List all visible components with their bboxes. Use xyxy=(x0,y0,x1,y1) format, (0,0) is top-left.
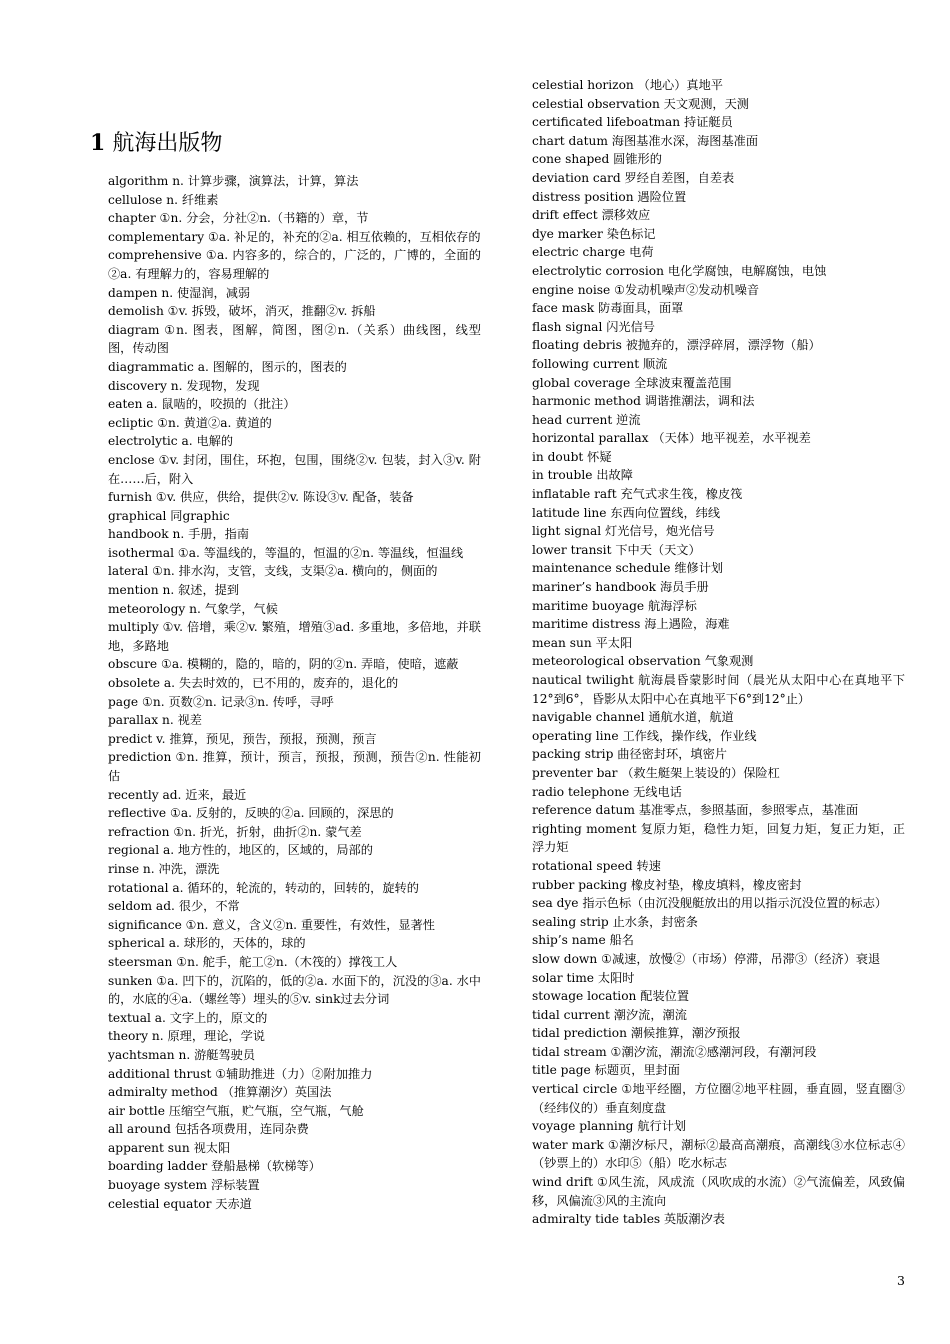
glossary-entry: face mask 防毒面具，面罩 xyxy=(532,301,684,316)
glossary-entry: seldom ad. 很少，不常 xyxy=(108,899,240,914)
glossary-entry: dye marker 染色标记 xyxy=(532,226,656,241)
glossary-entry: inflatable raft 充气式求生筏，橡皮筏 xyxy=(532,487,743,502)
glossary-entry: distress position 遇险位置 xyxy=(532,189,687,204)
glossary-entry: air bottle 压缩空气瓶，贮气瓶，空气瓶，气舱 xyxy=(108,1103,364,1118)
glossary-entry: handbook n. 手册，指南 xyxy=(108,527,250,542)
glossary-entry: parallax n. 视差 xyxy=(108,713,202,728)
glossary-entry: graphical 同graphic xyxy=(108,508,230,523)
glossary-entry: comprehensive ①a. 内容多的，综合的，广泛的，广博的，全面的②a. 有理解力的，容易理解的 xyxy=(108,248,481,281)
glossary-entry: ship’s name 船名 xyxy=(532,933,634,948)
glossary-entry: maritime distress 海上遇险，海难 xyxy=(532,617,730,632)
glossary-entry: reference datum 基准零点，参照基面，参照零点，基准面 xyxy=(532,803,859,818)
glossary-entry: celestial observation 天文观测，天测 xyxy=(532,96,749,111)
glossary-entry: flash signal 闪光信号 xyxy=(532,319,655,334)
glossary-entry: in trouble 出故障 xyxy=(532,468,633,483)
glossary-entry: page ①n. 页数②n. 记录③n. 传呼，寻呼 xyxy=(108,694,334,709)
glossary-entry: boarding ladder 登船悬梯（软梯等） xyxy=(108,1159,321,1174)
glossary-entry: rotational speed 转速 xyxy=(532,858,661,873)
glossary-entry: water mark ①潮汐标尺，潮标②最高高潮痕，高潮线③水位标志④（钞票上的）水印⑤（船）吃水标志 xyxy=(532,1137,905,1171)
glossary-entry: admiralty method （推算潮汐）英国法 xyxy=(108,1085,332,1100)
glossary-entry: nautical twilight 航海晨昏蒙影时间（晨光从太阳中心在真地平下12°到6°，昏影从太阳中心在真地平下6°到12°止） xyxy=(532,673,905,706)
glossary-entry: obsolete a. 失去时效的，已不用的，废弃的，退化的 xyxy=(108,676,399,691)
glossary-entry: cellulose n. 纤维素 xyxy=(108,192,219,207)
glossary-entry: obscure ①a. 模糊的，隐的，暗的，阴的②n. 弄暗，使暗，遮蔽 xyxy=(108,657,459,672)
glossary-entry: yachtsman n. 游艇驾驶员 xyxy=(108,1047,256,1062)
glossary-entry: maintenance schedule 维修计划 xyxy=(532,561,724,576)
page-number: 3 xyxy=(897,1273,905,1288)
glossary-entry: mention n. 叙述，提到 xyxy=(108,583,240,598)
glossary-entry: demolish ①v. 拆毁，破坏，消灭，推翻②v. 拆船 xyxy=(108,304,376,319)
glossary-entry: furnish ①v. 供应，供给，提供②v. 陈设③v. 配备，装备 xyxy=(108,490,414,505)
section-title-text: 航海出版物 xyxy=(112,131,223,156)
glossary-entry: mariner’s handbook 海员手册 xyxy=(532,580,709,595)
glossary-entry: apparent sun 视太阳 xyxy=(108,1140,231,1155)
glossary-entry: complementary ①a. 补足的，补充的②a. 相互依赖的，互相依存的 xyxy=(108,229,481,244)
glossary-entry: head current 逆流 xyxy=(532,412,641,427)
glossary-entry: meteorology n. 气象学，气候 xyxy=(108,601,278,616)
glossary-entry: title page 标题页，里封面 xyxy=(532,1063,680,1078)
glossary-entry: regional a. 地方性的，地区的，区域的，局部的 xyxy=(108,843,373,858)
glossary-entry: mean sun 平太阳 xyxy=(532,635,633,650)
glossary-entry: cone shaped 圆锥形的 xyxy=(532,152,662,167)
glossary-entry: following current 顺流 xyxy=(532,356,668,371)
glossary-entry: refraction ①n. 折光，折射，曲折②n. 蒙气差 xyxy=(108,824,362,839)
glossary-entry: diagram ①n. 图表，图解，简图，图②n.（关系）曲线图，线型图，传动图 xyxy=(108,322,481,356)
glossary-entry: recently ad. 近来，最近 xyxy=(108,787,247,802)
glossary-entry: buoyage system 浮标装置 xyxy=(108,1178,260,1193)
glossary-entry: sea dye 指示色标（由沉没舰艇放出的用以指示沉没位置的标志） xyxy=(532,896,888,911)
glossary-entry: navigable channel 通航水道，航道 xyxy=(532,710,734,725)
glossary-entry: predict v. 推算，预见，预告，预报，预测，预言 xyxy=(108,731,377,746)
glossary-entry: electric charge 电荷 xyxy=(532,245,654,260)
glossary-entry: light signal 灯光信号，炮光信号 xyxy=(532,524,715,539)
glossary-entry: celestial horizon （地心）真地平 xyxy=(532,78,723,92)
glossary-entry: latitude line 东西向位置线，纬线 xyxy=(532,505,721,520)
glossary-entry: voyage planning 航行计划 xyxy=(532,1119,687,1134)
glossary-entry: in doubt 怀疑 xyxy=(532,449,612,464)
glossary-entry: tidal stream ①潮汐流，潮流②感潮河段，有潮河段 xyxy=(532,1044,817,1059)
glossary-entry: chart datum 海图基准水深，海图基准面 xyxy=(532,133,759,148)
glossary-entry: tidal current 潮汐流，潮流 xyxy=(532,1007,687,1022)
glossary-entry: electrolytic corrosion 电化学腐蚀，电解腐蚀，电蚀 xyxy=(532,263,827,278)
glossary-entry: global coverage 全球波束覆盖范围 xyxy=(532,375,732,390)
glossary-entry: solar time 太阳时 xyxy=(532,970,635,985)
glossary-entry: slow down ①减速，放慢②（市场）停滞，吊滞③（经济）衰退 xyxy=(532,951,881,966)
glossary-entry: dampen n. 使湿润，减弱 xyxy=(108,285,251,300)
glossary-entry: steersman ①n. 舵手，舵工②n.（木筏的）撑筏工人 xyxy=(108,954,398,969)
glossary-entry: tidal prediction 潮候推算，潮汐预报 xyxy=(532,1026,741,1041)
glossary-entry: multiply ①v. 倍增，乘②v. 繁殖，增殖③ad. 多重地，多倍地，并联地，多路地 xyxy=(108,620,481,653)
glossary-entry: lower transit 下中天（天文） xyxy=(532,542,701,557)
glossary-entry: vertical circle ①地平经圈，方位圈②地平柱圆，垂直圆，竖直圈③（经纬仪的）垂直刻度盘 xyxy=(532,1082,905,1115)
glossary-entry: sunken ①a. 凹下的，沉陷的，低的②a. 水面下的，沉没的③a. 水中的，水底的④a.（螺丝等）埋头的⑤v. sink过去分词 xyxy=(108,973,481,1007)
glossary-entry: meteorological observation 气象观测 xyxy=(532,654,754,669)
glossary-entry: isothermal ①a. 等温线的，等温的，恒温的②n. 等温线，恒温线 xyxy=(108,545,464,560)
section-number: 1 xyxy=(90,130,106,156)
glossary-entry: rubber packing 橡皮衬垫，橡皮填料，橡皮密封 xyxy=(532,877,802,892)
glossary-entry: prediction ①n. 推算，预计，预言，预报，预测，预告②n. 性能初估 xyxy=(108,750,481,783)
glossary-entry: theory n. 原理，理论，学说 xyxy=(108,1029,265,1044)
section-title xyxy=(90,128,222,159)
glossary-entry: floating debris 被抛弃的，漂浮碎屑，漂浮物（船） xyxy=(532,338,821,353)
glossary-entry: lateral ①n. 排水沟，支管，支线，支渠②a. 横向的，侧面的 xyxy=(108,564,438,579)
glossary-entry: eaten a. 鼠啮的，咬损的（批注） xyxy=(108,397,296,412)
glossary-entry: rinse n. 冲洗，漂洗 xyxy=(108,861,220,876)
glossary-entry: reflective ①a. 反射的，反映的②a. 回顾的，深思的 xyxy=(108,806,394,821)
glossary-entry: celestial equator 天赤道 xyxy=(108,1196,252,1211)
glossary-entry: righting moment 复原力矩，稳性力矩，回复力矩，复正力矩，正浮力矩 xyxy=(532,821,905,855)
glossary-entry: preventer bar （救生艇架上装设的）保险杠 xyxy=(532,765,780,780)
glossary-entry: certificated lifeboatman 持证艇员 xyxy=(532,115,733,130)
glossary-entry: all around 包括各项费用，连同杂费 xyxy=(108,1122,309,1137)
glossary-entry: operating line 工作线，操作线，作业线 xyxy=(532,728,757,743)
glossary-entry: spherical a. 球形的，天体的，球的 xyxy=(108,936,306,951)
glossary-entry: harmonic method 调谐推潮法，调和法 xyxy=(532,394,755,409)
glossary-entry: maritime buoyage 航海浮标 xyxy=(532,598,697,613)
glossary-entry: horizontal parallax （天体）地平视差，水平视差 xyxy=(532,431,811,446)
glossary-entry: drift effect 漂移效应 xyxy=(532,208,651,223)
glossary-entry: admiralty tide tables 英版潮汐表 xyxy=(532,1212,725,1227)
glossary-entry: chapter ①n. 分会，分社②n.（书籍的）章，节 xyxy=(108,211,369,226)
glossary-entry: engine noise ①发动机噪声②发动机噪音 xyxy=(532,282,760,297)
glossary-entry: algorithm n. 计算步骤，演算法，计算，算法 xyxy=(108,174,359,188)
glossary-entry: wind drift ①风生流，风成流（风吹成的水流）②气流偏差，风致偏移，风偏流③风的主流向 xyxy=(532,1175,905,1208)
glossary-entry: deviation card 罗经自差图，自差表 xyxy=(532,170,735,185)
glossary-entry: ecliptic ①n. 黄道②a. 黄道的 xyxy=(108,415,272,430)
glossary-entry: significance ①n. 意义，含义②n. 重要性，有效性，显著性 xyxy=(108,917,435,932)
glossary-entry: diagrammatic a. 图解的，图示的，图表的 xyxy=(108,359,347,374)
glossary-entry: radio telephone 无线电话 xyxy=(532,784,682,799)
right-column xyxy=(532,76,905,1229)
glossary-entry: discovery n. 发现物，发现 xyxy=(108,378,260,393)
glossary-entry: packing strip 曲径密封环，填密片 xyxy=(532,747,727,762)
glossary-entry: electrolytic a. 电解的 xyxy=(108,434,234,449)
glossary-entry: rotational a. 循环的，轮流的，转动的，回转的，旋转的 xyxy=(108,880,419,895)
glossary-entry: enclose ①v. 封闭，围住，环抱，包围，围绕②v. 包装，封入③v. 附在……后，附入 xyxy=(108,452,481,486)
left-column xyxy=(108,172,481,1213)
glossary-entry: sealing strip 止水条，封密条 xyxy=(532,914,698,929)
glossary-entry: additional thrust ①辅助推进（力）②附加推力 xyxy=(108,1066,373,1081)
glossary-entry: stowage location 配装位置 xyxy=(532,989,690,1004)
glossary-entry: textual a. 文字上的，原文的 xyxy=(108,1010,268,1025)
